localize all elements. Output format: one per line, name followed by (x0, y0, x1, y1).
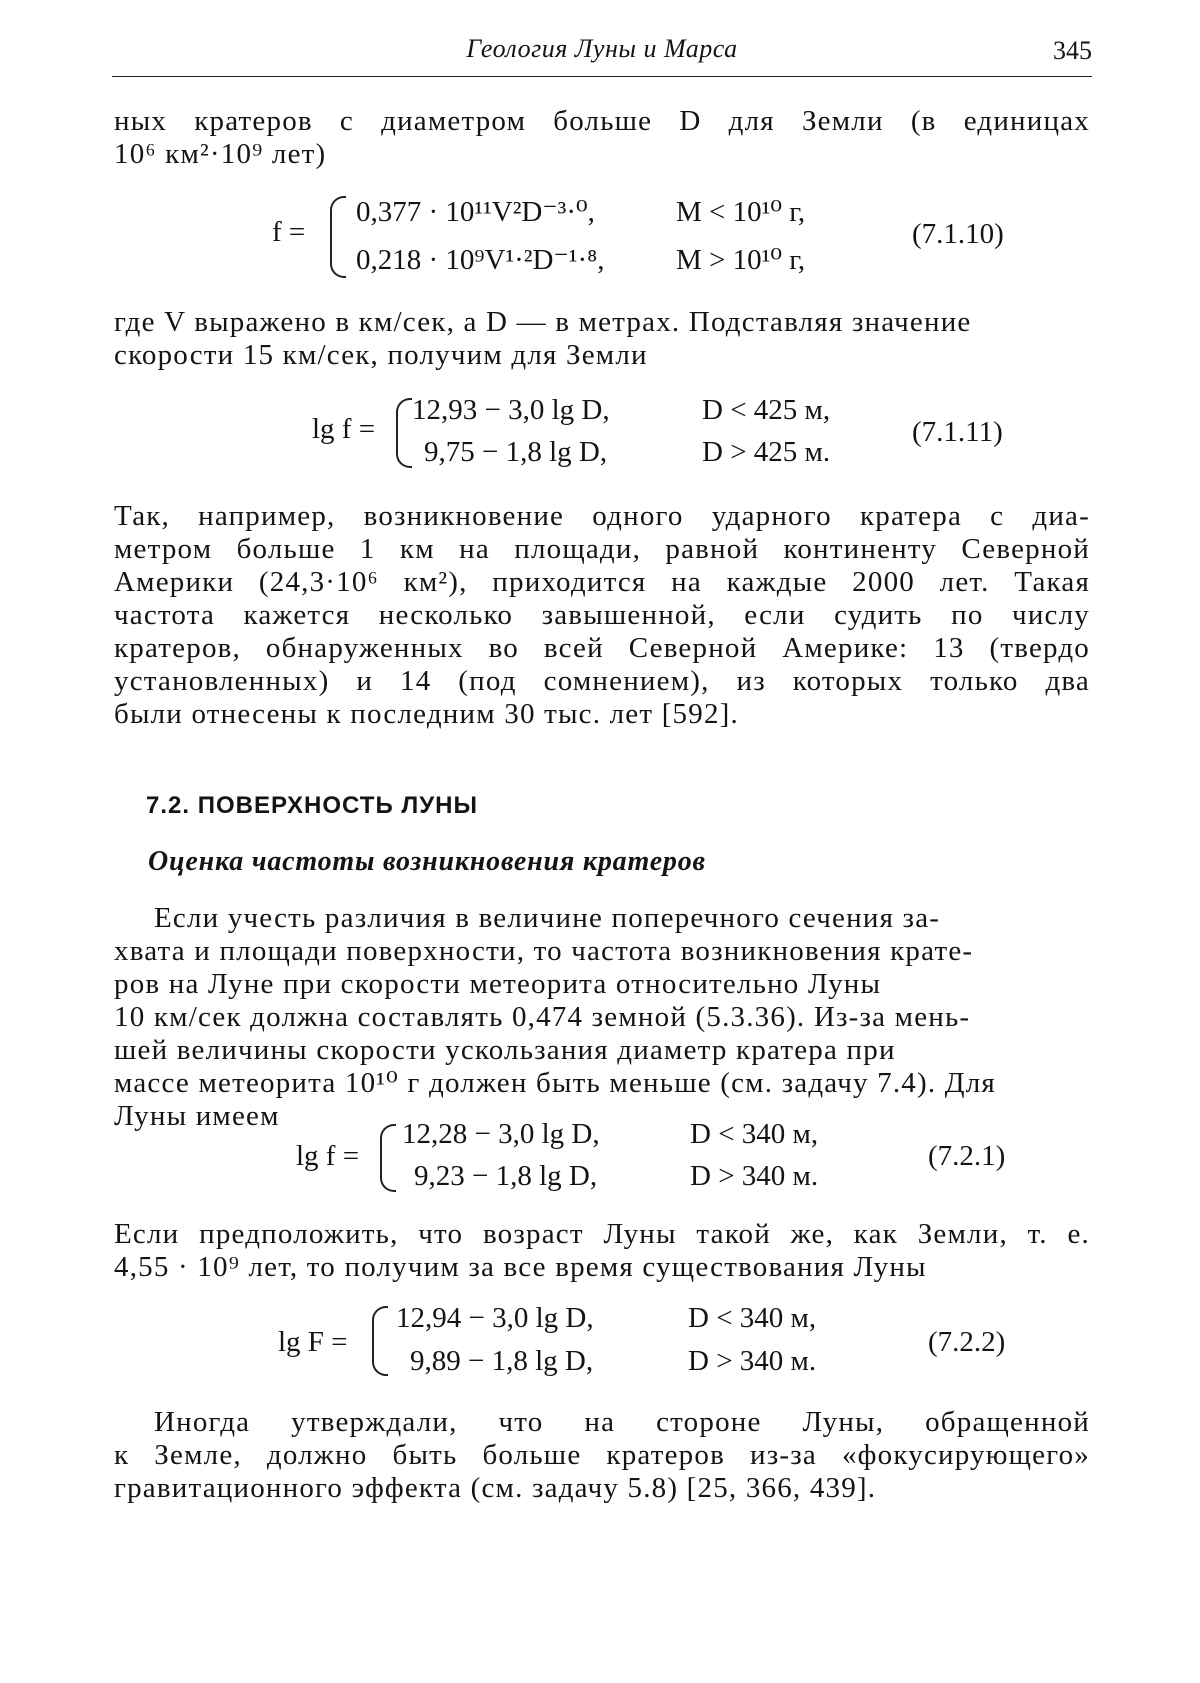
text-line: Луны имеем (114, 1100, 280, 1132)
equation-row: 12,28 − 3,0 lg D, (402, 1118, 600, 1150)
text-line: Так, например, возникновение одного ударного кратера с диа- (114, 500, 1090, 532)
text-line: ных кратеров с диаметром больше D для Земли (в единицах (114, 105, 1090, 137)
text-line: кратеров, обнаруженных во всей Северной Америке: 13 (твердо (114, 632, 1090, 664)
equation-lhs: lg f = (296, 1140, 360, 1172)
equation-row: 9,75 − 1,8 lg D, (424, 436, 608, 468)
text-line: были отнесены к последним 30 тыс. лет [592]. (114, 698, 739, 730)
text-line: установленных) и 14 (под сомнением), из которых только два (114, 665, 1090, 697)
brace (380, 1124, 396, 1192)
text-line: Иногда утверждали, что на стороне Луны, обращенной (154, 1406, 1090, 1438)
subsection-heading: Оценка частоты возникновения кратеров (148, 846, 706, 877)
equation-condition: D > 425 м. (702, 436, 831, 468)
equation-row: 0,218 · 10⁹V¹·²D⁻¹·⁸, (356, 244, 605, 276)
text-line: Если предположить, что возраст Луны такой же, как Земли, т. е. (114, 1218, 1090, 1250)
text-line: где V выражено в км/сек, а D — в метрах. Подставляя значение (114, 306, 972, 338)
section-heading: 7.2. ПОВЕРХНОСТЬ ЛУНЫ (146, 792, 478, 819)
equation-condition: D < 340 м, (688, 1302, 817, 1334)
text-line: метром больше 1 км на площади, равной континенту Северной (114, 533, 1090, 565)
text-line: массе метеорита 10¹⁰ г должен быть меньше (см. задачу 7.4). Для (114, 1067, 996, 1099)
page-header (112, 34, 1092, 74)
text-line: скорости 15 км/сек, получим для Земли (114, 339, 648, 371)
equation-row: 0,377 · 10¹¹V²D⁻³·⁰, (356, 196, 595, 228)
equation-number: (7.1.10) (912, 218, 1004, 250)
equation-row: 9,23 − 1,8 lg D, (414, 1160, 598, 1192)
paragraph-4 (114, 902, 1090, 1133)
equation-number: (7.1.11) (912, 416, 1003, 448)
paragraph-3 (114, 500, 1090, 731)
equation-row: 9,89 − 1,8 lg D, (410, 1345, 594, 1377)
brace (330, 196, 346, 278)
equation-condition: M < 10¹⁰ г, (676, 196, 806, 228)
paragraph-2 (114, 306, 1090, 372)
equation-lhs: lg f = (312, 413, 376, 445)
equation-condition: D > 340 м. (688, 1345, 817, 1377)
text-line: к Земле, должно быть больше кратеров из-за «фокусирующего» (114, 1439, 1090, 1471)
equation-number: (7.2.1) (928, 1140, 1006, 1172)
equation-condition: D < 425 м, (702, 394, 831, 426)
paragraph-5 (114, 1218, 1090, 1284)
equation-condition: D < 340 м, (690, 1118, 819, 1150)
header-rule (112, 76, 1092, 77)
text-line: гравитационного эффекта (см. задачу 5.8) [25, 366, 439]. (114, 1472, 877, 1504)
equation-lhs: lg F = (278, 1326, 348, 1358)
equation-number: (7.2.2) (928, 1326, 1006, 1358)
text-line: 10⁶ км²·10⁹ лет) (114, 138, 327, 170)
text-line: 4,55 · 10⁹ лет, то получим за все время существования Луны (114, 1251, 927, 1283)
text-line: Если учесть различия в величине поперечного сечения за- (154, 902, 941, 934)
text-line: шей величины скорости ускользания диаметр кратера при (114, 1034, 896, 1066)
equation-row: 12,93 − 3,0 lg D, (412, 394, 610, 426)
brace (372, 1306, 388, 1376)
equation-condition: M > 10¹⁰ г, (676, 244, 806, 276)
paragraph-6 (114, 1406, 1090, 1505)
equation-row: 12,94 − 3,0 lg D, (396, 1302, 594, 1334)
running-title: Геология Луны и Марса (466, 34, 738, 63)
equation-lhs: f = (272, 216, 306, 248)
paragraph-1 (114, 105, 1090, 171)
text-line: частота кажется несколько завышенной, если судить по числу (114, 599, 1090, 631)
brace (396, 398, 412, 468)
page-number: 345 (1053, 36, 1092, 65)
text-line: 10 км/сек должна составлять 0,474 земной (5.3.36). Из-за мень- (114, 1001, 971, 1033)
text-line: Америки (24,3·10⁶ км²), приходится на каждые 2000 лет. Такая (114, 566, 1090, 598)
text-line: хвата и площади поверхности, то частота возникновения крате- (114, 935, 974, 967)
text-line: ров на Луне при скорости метеорита относительно Луны (114, 968, 882, 1000)
equation-condition: D > 340 м. (690, 1160, 819, 1192)
